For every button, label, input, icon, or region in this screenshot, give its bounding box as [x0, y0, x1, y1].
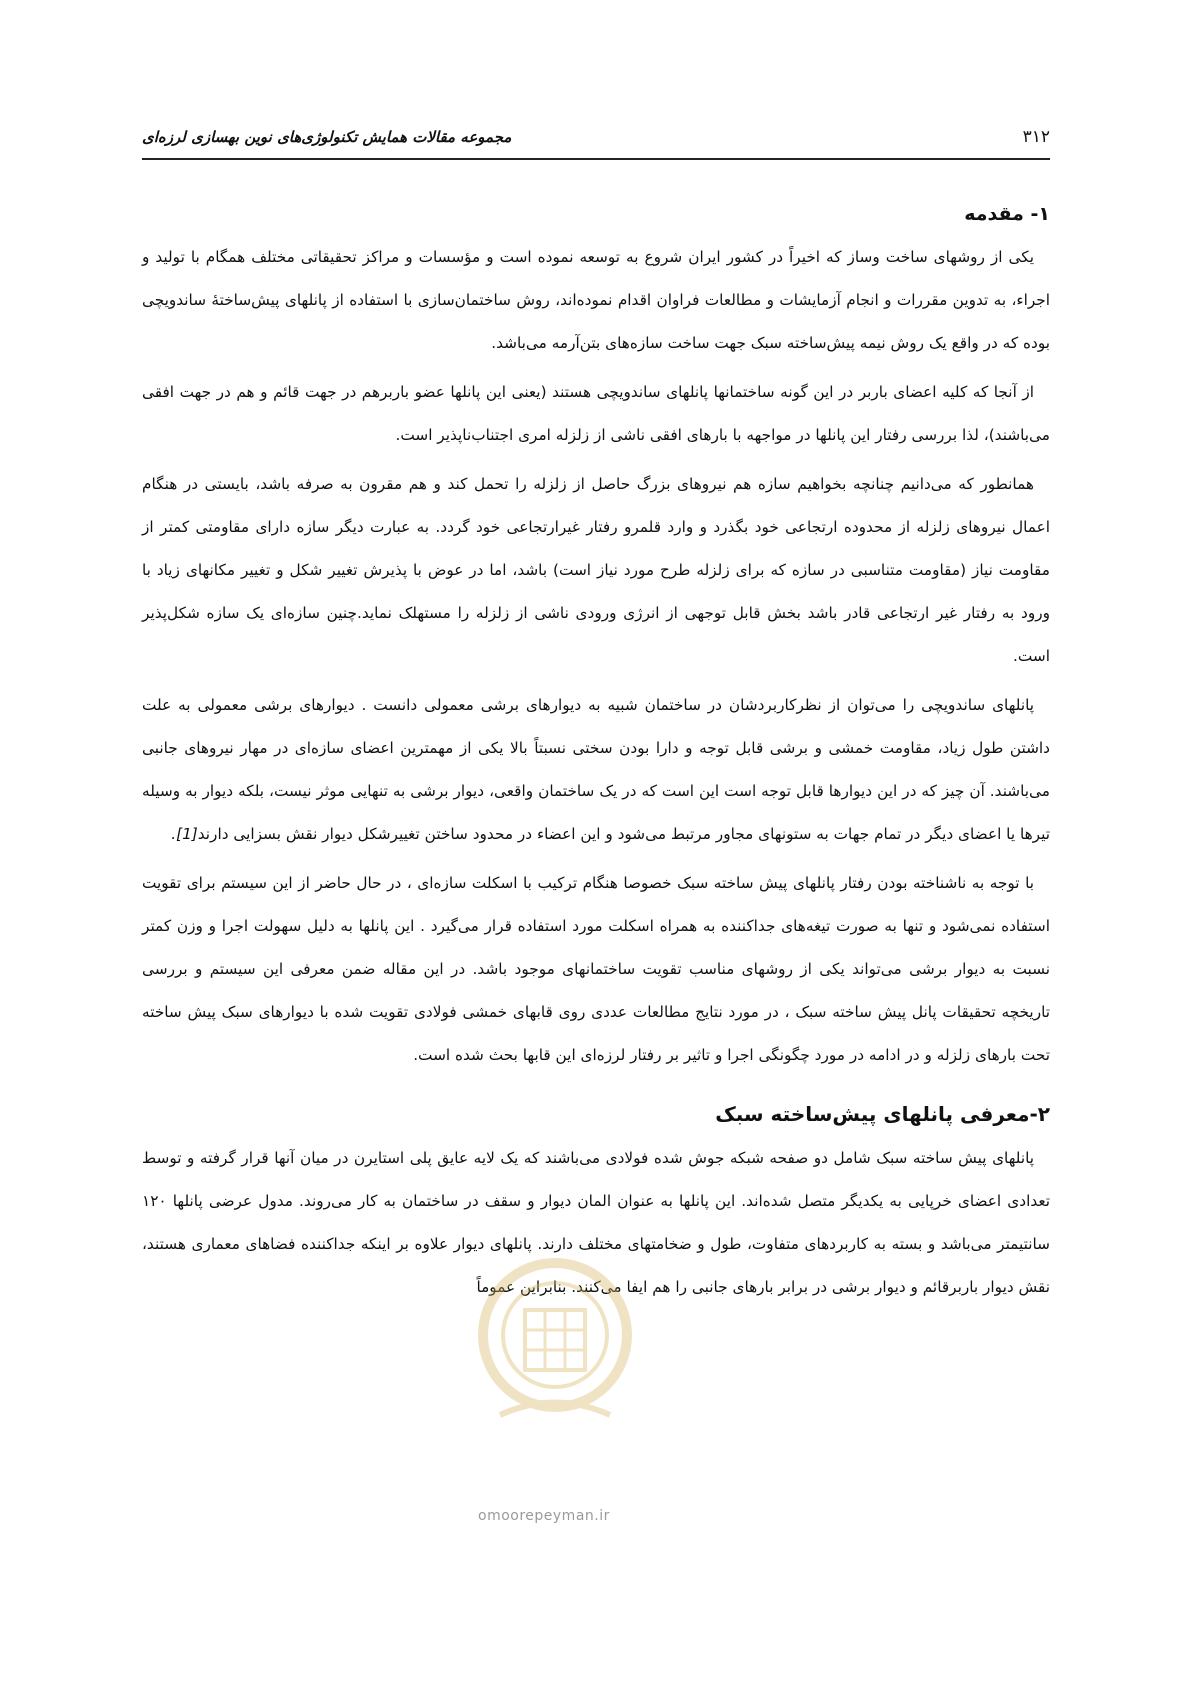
section-heading-introduction: ۱- مقدمه — [964, 203, 1050, 225]
citation-link[interactable]: [1]. — [171, 825, 198, 843]
header-rule — [142, 158, 1050, 160]
paragraph: از آنجا که کلیه اعضای باربر در این گونه ساختمانها پانلهای ساندویچی هستند (یعنی این پانلها عضو باربرهم در جهت قائم و هم در جهت افقی می‌باشند)، لذا بررسی رفتار این پانلها در مواجهه با بارهای افقی ناشی از زلزله امری اجتناب‌ناپذیر است. — [142, 383, 1050, 444]
page-number: ۳۱۲ — [1022, 127, 1050, 147]
running-title: مجموعه مقالات همایش تکنولوژی‌های نوین بهسازی لرزه‌ای — [142, 128, 512, 146]
paragraph-with-citation — [142, 684, 1050, 856]
paragraph-text: پانلهای ساندویچی را می‌توان از نظرکاربردشان در ساختمان شبیه به دیوارهای برشی معمولی دانست . دیوارهای برشی معمولی به علت داشتن طول زیاد، مقاومت خمشی و برشی قابل توجه و دارا بودن سختی نسبتاً بالا یکی از مهمترین اعضای سازه‌ای در مهار نیروهای جانبی می‌باشند. آن چیز که در این دیوارها قابل توجه است این است که در یک ساختمان واقعی، دیوار برشی به تنهایی موثر نیست، بلکه دیوار به وسیله تیرها یا اعضای دیگر در تمام جهات به ستونهای مجاور مرتبط می‌شود و این اعضاء در محدود ساختن تغییرشکل دیوار نقش بسزایی دارند — [142, 696, 1050, 843]
paragraph: با توجه به ناشناخته بودن رفتار پانلهای پیش ساخته سبک خصوصا هنگام ترکیب با اسکلت سازه‌ای ، در حال حاضر از این سیستم برای تقویت استفاده نمی‌شود و تنها به صورت تیغه‌های جداکننده به همراه اسکلت مورد استفاده قرار می‌گیرد . این پانلها به دلیل سهولت اجرا و وزن کمتر نسبت به دیوار برشی می‌تواند یکی از روشهای مناسب تقویت ساختمانهای موجود باشد. در این مقاله ضمن معرفی این سیستم و بررسی تاریخچه تحقیقات پانل پیش ساخته سبک ، در مورد نتایج مطالعات عددی روی قابهای خمشی فولادی تقویت شده با دیوارهای سبک پیش ساخته تحت بارهای زلزله و در ادامه در مورد چگونگی اجرا و تاثیر بر رفتار لرزه‌ای این قابها بحث شده است. — [142, 874, 1050, 1064]
paragraph: پانلهای پیش ساخته سبک شامل دو صفحه شبکه جوش شده فولادی می‌باشند که یک لایه عایق پلی استایرن در میان آنها قرار گرفته و توسط تعدادی اعضای خرپایی به یکدیگر متصل شده‌اند. این پانلها به عنوان المان دیوار و سقف در ساختمان به کار می‌روند. مدول عرضی پانلها ۱۲۰ سانتیمتر می‌باشد و بسته به کاربردهای متفاوت، طول و ضخامتهای مختلف دارند. پانلهای دیوار علاوه بر اینکه جداکننده فضاهای معماری هستند، نقش دیوار باربرقائم و دیوار برشی در برابر بارهای جانبی را هم ایفا می‌کنند. بنابراین عموماً — [142, 1149, 1050, 1296]
article-body — [142, 200, 1050, 1315]
section-heading-panels: ۲-معرفی پانلهای پیش‌ساخته سبک — [715, 1102, 1050, 1126]
page-header — [142, 120, 1050, 154]
paragraph: یکی از روشهای ساخت وساز که اخیراً در کشور ایران شروع به توسعه نموده است و مؤسسات و مراکز تحقیقاتی مختلف همگام با تولید و اجراء، به تدوین مقررات و انجام آزمایشات و مطالعات فراوان اقدام نموده‌اند، روش ساختمان‌سازی با استفاده از پانلهای پیش‌ساختهٔ ساندویچی بوده که در واقع یک روش نیمه پیش‌ساخته سبک جهت ساخت سازه‌های بتن‌آرمه می‌باشد. — [142, 248, 1050, 352]
paragraph: همانطور که می‌دانیم چنانچه بخواهیم سازه هم نیروهای بزرگ حاصل از زلزله را تحمل کند و هم مقرون به صرفه باشد، بایستی در هنگام اعمال نیروهای زلزله از محدوده ارتجاعی خود بگذرد و وارد قلمرو رفتار غیرارتجاعی خود گردد. به عبارت دیگر سازه دارای مقاومتی کمتر از مقاومت نیاز (مقاومت متناسبی در سازه که برای زلزله طرح مورد نیاز است) باشد، اما در عوض با پذیرش تغییر شکل و تغییر مکانهای زیاد با ورود به رفتار غیر ارتجاعی قادر باشد بخش قابل توجهی از انرژی ورودی ناشی از زلزله را مستهلک نماید.چنین سازه‌ای یک سازه شکل‌پذیر است. — [142, 475, 1050, 665]
watermark-text: omoorepeyman.ir — [478, 1508, 610, 1524]
